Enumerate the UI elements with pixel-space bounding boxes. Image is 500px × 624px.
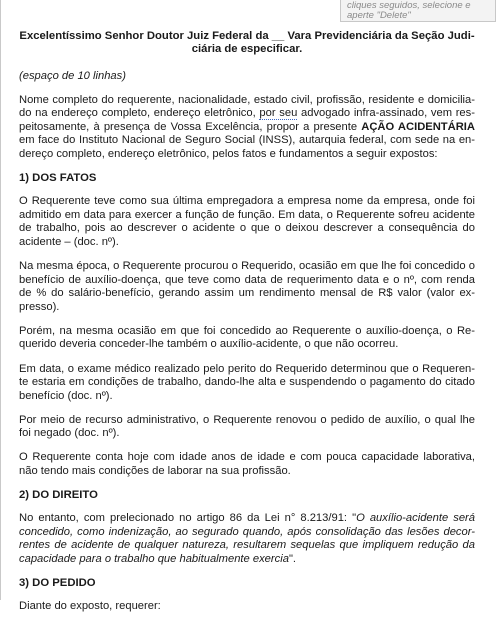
document-title [19, 30, 475, 56]
facts-paragraph-3: Porém, na mesma ocasião em que foi concedido ao Requerente o auxílio-doença, o Re-querido deveria conceder-lhe também o auxílio-acidente, o que não ocorreu. [19, 324, 475, 351]
facts-paragraph-2: Na mesma época, o Requerente procurou o Requerido, ocasião em que lhe foi concedido o benefício de auxílio-doença, que teve como data de requerimento data e o nº, com renda de % do salário-benefício, gerando assim um rendimento mensal de R$ valor (valor ex-presso). [19, 259, 475, 313]
law-paragraph: No entanto, com prelecionado no artigo 86 da Lei n° 8.213/91: "O auxílio-acidente será concedido, como indenização, ao segurado quando, após consolidação das lesões decor-rentes de acidente de qualquer natureza, resultarem sequelas que impliquem redução da capacidade para o trabalho que habitualmente exercia". [19, 512, 476, 565]
hint-line-2: aperte "Delete" [347, 10, 411, 21]
facts-paragraph-6: O Requerente conta hoje com idade anos de idade e com pouca capacidade laborativa, não tendo mais condições de laborar na sua profissão. [19, 451, 475, 478]
facts-paragraph-5: Por meio de recurso administrativo, o Requerente renovou o pedido de auxílio, o qual lhe foi negado (doc. nº). [19, 413, 475, 440]
title-line-2: ciária de especificar. [191, 43, 303, 55]
hint-tooltip [340, 0, 496, 22]
title-line-1: Excelentíssimo Senhor Doutor Juiz Federal da __ Vara Previdenciária da Seção Judi- [19, 30, 475, 42]
facts-paragraph-1: O Requerente teve como sua última empregadora a empresa nome da empresa, onde foi admitido em data para exercer a função de função. Em data, o Requerente sofreu acidente de trabalho, pois ao descrever o acidente o que o deixou descrever a consequência do acidente – (doc. nº). [19, 195, 475, 248]
action-name: AÇÃO ACIDENTÁRIA [361, 120, 475, 133]
intro-paragraph: Nome completo do requerente, nacionalidade, estado civil, profissão, residente e domicilia-do na endereço completo, endereço eletrônico, por seu advogado infra-assinado, vem res-peitosamente, à presença de Vossa Excelência, propor a presente AÇÃO ACIDENTÁRIA em face do Instituto Nacional de Seguro Social (INSS), autarquia federal, com sede na en-dereço completo, endereço eletrônico, pelos fatos e fundamentos a seguir expostos: [19, 93, 475, 160]
spellcheck-mark: por seu [259, 107, 298, 120]
section-heading-facts: 1) DOS FATOS [19, 172, 97, 185]
spacing-note: (espaço de 10 linhas) [19, 70, 126, 82]
law-quote: O auxílio-acidente será concedido, como indenização, ao segurado quando, após consolidação das lesões decor-rentes de acidente de qualquer natureza, resultarem sequelas que impliquem redução da capacidade para o trabalho que habitualmente exercia [19, 512, 476, 565]
facts-paragraph-4: Em data, o exame médico realizado pelo perito do Requerido determinou que o Requeren-te estaria em condições de trabalho, dando-lhe alta e suspendendo o pagamento do citado benefício (doc. nº). [19, 362, 475, 402]
section-heading-law: 2) DO DIREITO [19, 489, 98, 502]
section-heading-request: 3) DO PEDIDO [19, 577, 96, 590]
hint-line-1: cliques seguidos, selecione e [347, 0, 471, 11]
document-body[interactable] [19, 30, 475, 624]
closing-paragraph: Diante do exposto, requerer: [19, 600, 161, 613]
